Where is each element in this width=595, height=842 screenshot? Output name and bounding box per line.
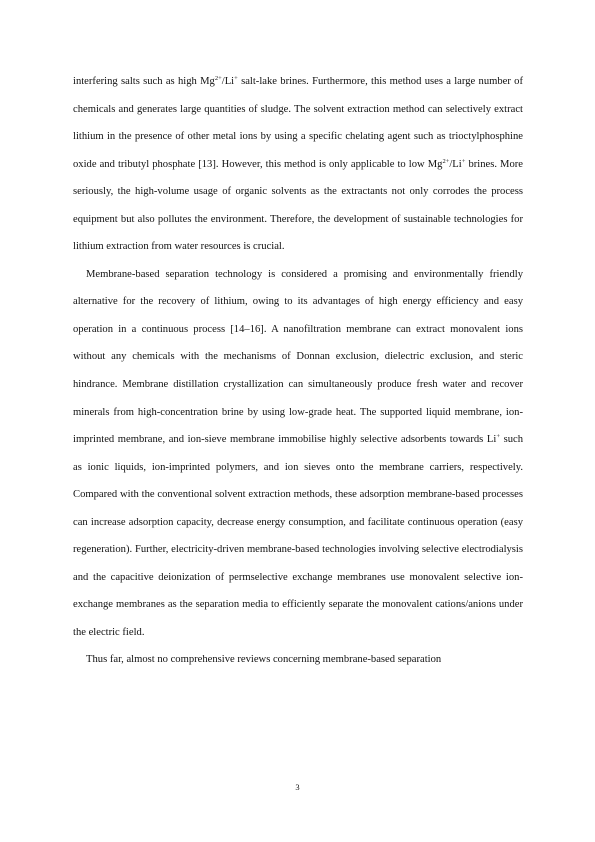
page-number: 3 xyxy=(295,782,300,792)
paragraph-text: /Li xyxy=(449,158,462,170)
paragraph-text: salt-lake brines. Furthermore, this method uses a large number of chemicals and generates large quantities of sludge. The solvent extraction method can selectively extract lithium in the presence of other metal ions by using a specific chelating agent such as trioctylphosphine oxide and tributyl phosphate [13]. However, this method is only applicable to low Mg xyxy=(73,76,524,170)
superscript-text: + xyxy=(234,75,238,82)
superscript-text: + xyxy=(461,157,466,165)
paragraph-text: /Li xyxy=(221,76,235,87)
superscript-text: 2+ xyxy=(442,157,450,165)
paragraph-text: interfering salts such as high Mg xyxy=(73,76,215,87)
paragraph-text: Thus far, almost no comprehensive reviews concerning membrane-based separation xyxy=(86,654,442,666)
paragraph-1 xyxy=(73,68,523,261)
paragraph-text: such as ionic liquids, ion-imprinted polymers, and ion sieves onto the membrane carriers, respectively. Compared with the conventional solvent extraction methods, these adsorption membrane-based processes can increase adsorption capacity, decrease energy consumption, and facilitate continuous operation (easy regeneration). Further, electricity-driven membrane-based technologies involving selective electrodialysis and the capacitive deionization of permselective exchange membranes use monovalent selective ion-exchange membranes as the separation media to efficiently separate the monovalent cations/anions under the electric field. xyxy=(73,434,523,638)
paragraph-2 xyxy=(73,261,523,647)
paragraph-text: Membrane-based separation technology is considered a promising and environmentally friendly alternative for the recovery of lithium, owing to its advantages of high energy efficiency and easy operation in a continuous process [14–16]. A nanofiltration membrane can extract monovalent ions without any chemicals with the mechanisms of Donnan exclusion, dielectric exclusion, and steric hindrance. Membrane distillation crystallization can simultaneously produce fresh water and recover minerals from high-concentration brine by using low-grade heat. The supported liquid membrane, ion-imprinted membrane, and ion-sieve membrane immobilise highly selective adsorbents towards Li xyxy=(73,268,523,446)
superscript-text: 2+ xyxy=(214,75,222,82)
superscript-text: + xyxy=(496,433,500,441)
page-body xyxy=(73,68,523,674)
paragraph-text: brines. More seriously, the high-volume usage of organic solvents as the extractants not only corrodes the process equipment but also pollutes the environment. Therefore, the development of sustainable technologies for lithium extraction from water resources is crucial. xyxy=(73,158,523,253)
paragraph-3 xyxy=(73,646,523,674)
